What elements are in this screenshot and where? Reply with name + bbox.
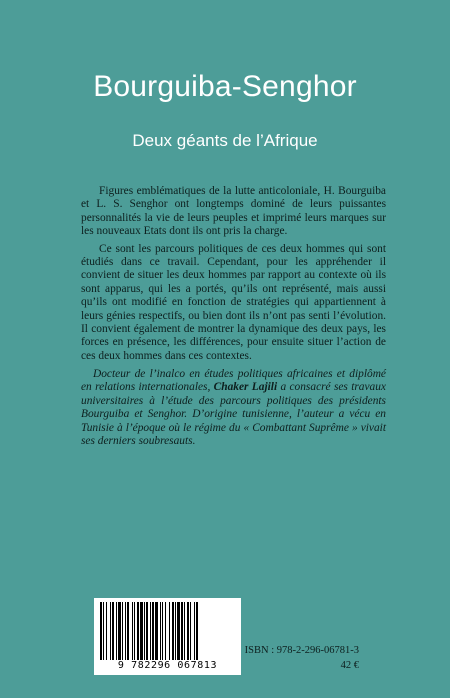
barcode-digits: 9 782296 067813 bbox=[117, 660, 218, 671]
bio-rest: a consacré ses travaux universitaires à l’étude des parcours politiques des présidents Bourguiba et Senghor. D’origine tunisienne, l’auteur a vécu en Tunisie à l’époque où le régime du « Combattant Suprême » vivait ses derniers soubresauts. bbox=[81, 381, 386, 448]
blurb bbox=[81, 185, 386, 367]
blurb-paragraph-1: Figures emblématiques de la lutte anticoloniale, H. Bourguiba et L. S. Senghor ont longtemps dominé de leurs puissantes personnalités la vie de leurs peuples et imprimé leurs marques sur les nouveaux Etats dont ils ont pris la charge. bbox=[81, 185, 386, 238]
book-subtitle: Deux géants de l’Afrique bbox=[132, 131, 318, 150]
barcode bbox=[94, 598, 241, 675]
author-bio bbox=[81, 368, 386, 448]
blurb-paragraph-2: Ce sont les parcours politiques de ces deux hommes qui sont étudiés dans ce travail. Cependant, pour les appréhender il convient de situer les deux hommes par rapport au contexte où ils sont apparus, qui les a portés, qu’ils ont représenté, mais aussi qu’ils ont modifié en fonction de stratégies qui appartiennent à leurs génies respectifs, ou bien dont ils n’ont pas senti l’évolution. Il convient également de montrer la dynamique des deux pays, les forces en présence, les différences, pour ensuite situer l’action de ces deux hommes dans ces contextes. bbox=[81, 242, 386, 362]
barcode-bars-icon bbox=[100, 602, 235, 660]
author-name: Chaker Lajili bbox=[213, 381, 278, 394]
isbn-label: ISBN : 978-2-296-06781-3 bbox=[244, 645, 359, 656]
bio-intro: Docteur de l’inalco en études politiques africaines et diplômé en relations internationales, bbox=[81, 368, 386, 394]
author-bio-paragraph bbox=[81, 368, 386, 448]
book-title: Bourguiba-Senghor bbox=[93, 70, 357, 103]
price-label: 42 € bbox=[340, 660, 359, 671]
